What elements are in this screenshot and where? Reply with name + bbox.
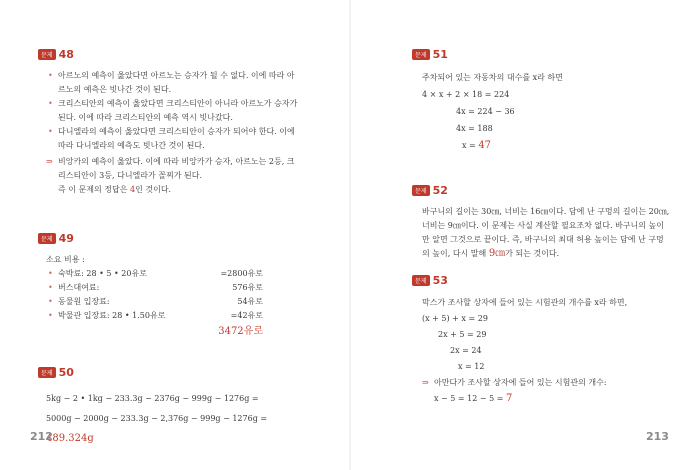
- cost-total-row: [46, 325, 300, 339]
- cost-value: 54유로: [237, 297, 263, 306]
- cost-label: • 박물관 입장료: 28 • 1.50유로: [58, 311, 166, 320]
- problem-53: [412, 270, 674, 407]
- equation-line: 4x = 188: [456, 124, 493, 133]
- answer-value: 9㎝: [488, 248, 506, 259]
- cost-value: =42유로: [230, 311, 263, 320]
- calc-result: 489.324g: [46, 433, 94, 444]
- problem-number: 52: [432, 184, 448, 197]
- problem-badge: 문제: [412, 185, 430, 196]
- problem-52: [412, 180, 670, 261]
- cost-row: [46, 295, 300, 309]
- cost-total: 3472유로: [218, 326, 263, 337]
- answer-prefix: x =: [462, 141, 479, 150]
- cost-label: • 버스대여료:: [58, 283, 100, 292]
- calc-line-1: 5kg − 2 • 1kg − 233.3g − 2376g − 999g − 1276g =: [46, 394, 259, 403]
- problem-50: [38, 362, 308, 449]
- cost-row: [46, 309, 300, 323]
- problem-badge: 문제: [412, 49, 430, 60]
- intro-line: 주차되어 있는 자동차의 대수를 x라 하면: [422, 73, 563, 82]
- cost-header: 소요 비용 :: [46, 255, 85, 264]
- problem-number: 49: [58, 232, 74, 245]
- conclusion-line: ⇒ 아만다가 조사할 상자에 들어 있는 시험관의 개수:: [422, 375, 674, 391]
- answer-value: 4: [130, 185, 136, 194]
- problem-49: [38, 228, 300, 339]
- problem-49-header: [38, 228, 300, 247]
- cost-label: • 숙박료: 28 • 5 • 20유로: [58, 269, 147, 278]
- bullet-item: • 크리스티안의 예측이 옳았다면 크리스티안이 아니라 아르노가 승자가 된다. 이에 따라 크리스티안의 예측 역시 빗나갔다.: [46, 97, 300, 125]
- problem-number: 48: [58, 48, 74, 61]
- page-number-right: 213: [646, 430, 669, 443]
- cost-value: =2800유로: [220, 269, 263, 278]
- cost-value: 576유로: [232, 283, 263, 292]
- equation-line: 2x = 24: [450, 346, 482, 355]
- equation-line: (x + 5) + x = 29: [422, 314, 488, 323]
- problem-51-body: [412, 69, 674, 154]
- cost-label: • 동물원 입장료:: [58, 297, 110, 306]
- explanation-suffix: 가 되는 것이다.: [505, 249, 560, 258]
- problem-53-header: [412, 270, 674, 289]
- equation-line: x = 12: [458, 362, 485, 371]
- right-page: [350, 0, 700, 470]
- problem-51: [412, 44, 674, 154]
- problem-48: [38, 44, 300, 197]
- bullet-item: • 다니엘라의 예측이 옳았다면 크리스티안이 승자가 되어야 한다. 이에 따라 다니엘라의 예측도 빗나간 것이 된다.: [46, 125, 300, 153]
- problem-badge: 문제: [38, 367, 56, 378]
- equation-line: 4 × x + 2 × 18 = 224: [422, 90, 510, 99]
- answer-line: [422, 391, 674, 407]
- answer-value: 7: [506, 393, 513, 404]
- explanation-text: 바구니의 길이는 30㎝, 너비는 16㎝이다. 담에 난 구멍의 길이는 20㎝, 너비는 9㎝이다. 이 문제는 사실 계산할 필요조차 없다. 바구니의 높이만 알면 그것으로 끝이다. 즉, 바구니의 최대 허용 높이는 담에 난 구멍의 높이, 다시 말해: [422, 207, 670, 258]
- answer-line: [46, 183, 300, 197]
- equation-line: 4x = 224 − 36: [456, 107, 515, 116]
- answer-value: 47: [478, 140, 492, 151]
- answer-prefix: x − 5 = 12 − 5 =: [434, 394, 507, 403]
- answer-prefix: 즉 이 문제의 정답은: [58, 185, 130, 194]
- problem-50-header: [38, 362, 308, 381]
- answer-line: [422, 137, 674, 154]
- conclusion-line: ⇒ 비앙카의 예측이 옳았다. 이에 따라 비앙카가 승자, 아르노는 2등, 크리스티안이 3등, 다니엘라가 꼴찌가 된다.: [46, 155, 300, 183]
- problem-52-header: [412, 180, 670, 199]
- calc-line-2: [46, 409, 308, 449]
- problem-number: 50: [58, 366, 74, 379]
- page-number-left: 212: [30, 430, 53, 443]
- problem-48-header: [38, 44, 300, 63]
- problem-51-header: [412, 44, 674, 63]
- calc-line-2-text: 5000g − 2000g − 233.3g − 2,376g − 999g − 1276g =: [46, 414, 268, 423]
- problem-49-body: [38, 253, 300, 339]
- cost-row: [46, 281, 300, 295]
- intro-line: 막스가 조사할 상자에 들어 있는 시험관의 개수를 x라 하면,: [422, 298, 628, 307]
- bullet-item: • 아르노의 예측이 옳았다면 아르노는 승자가 될 수 없다. 이에 따라 아르노의 예측은 빗나간 것이 된다.: [46, 69, 300, 97]
- problem-badge: 문제: [38, 233, 56, 244]
- problem-52-body: [412, 205, 670, 261]
- problem-number: 53: [432, 274, 448, 287]
- problem-48-body: [38, 69, 300, 197]
- problem-number: 51: [432, 48, 448, 61]
- cost-row: [46, 267, 300, 281]
- equation-line: 2x + 5 = 29: [438, 330, 487, 339]
- answer-suffix: 인 것이다.: [135, 185, 172, 194]
- problem-badge: 문제: [412, 275, 430, 286]
- problem-50-body: [38, 389, 308, 449]
- problem-53-body: [412, 295, 674, 407]
- problem-badge: 문제: [38, 49, 56, 60]
